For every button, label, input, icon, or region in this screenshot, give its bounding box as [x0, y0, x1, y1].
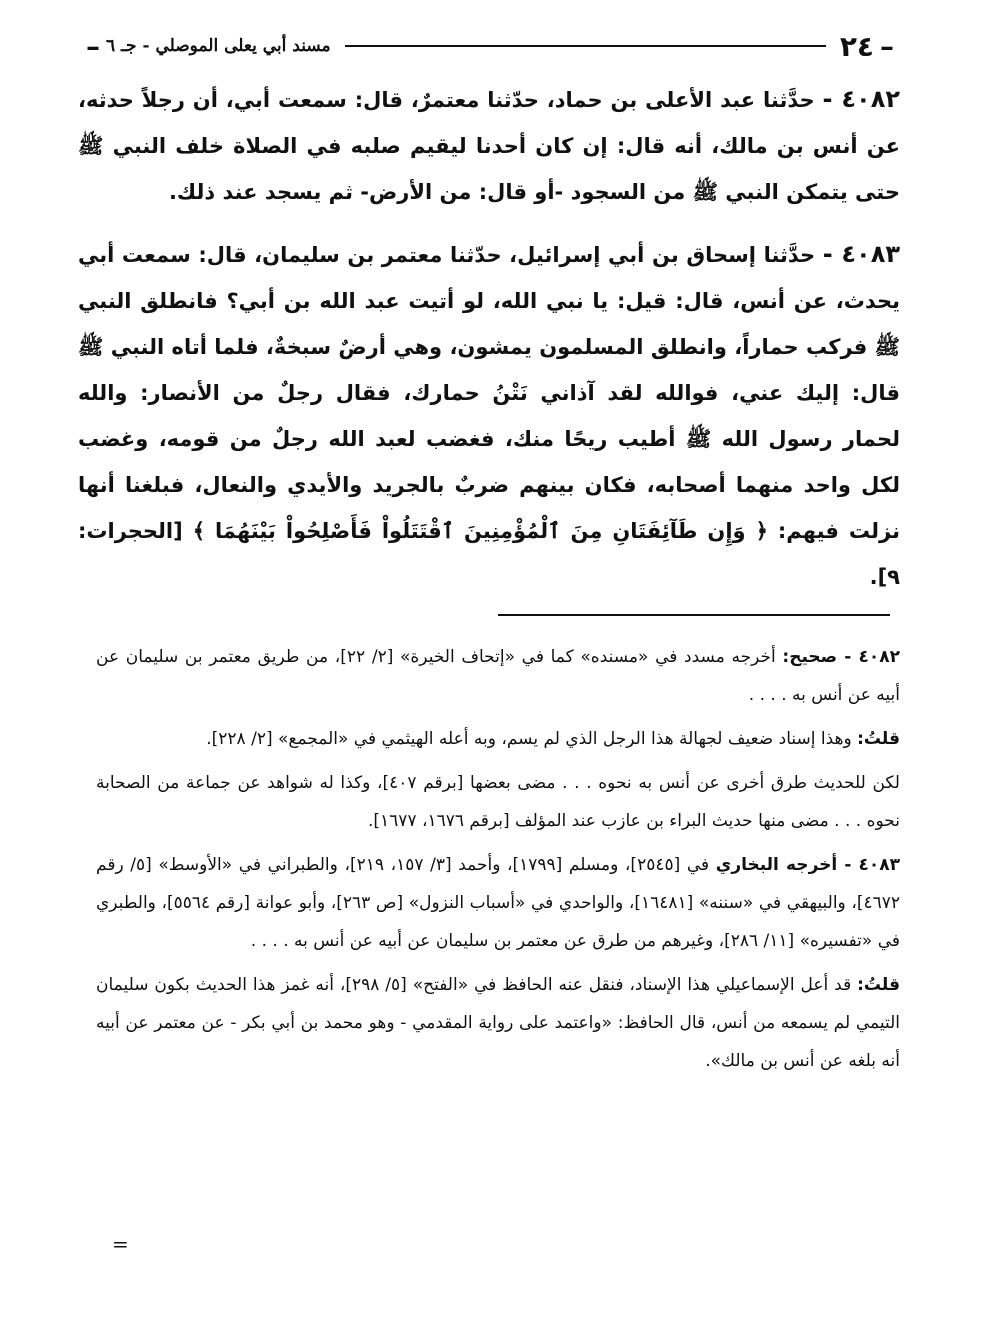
hadith-4083 [78, 231, 900, 600]
footnote [96, 720, 900, 758]
footnote [96, 764, 900, 840]
continuation-mark: = [112, 1232, 129, 1256]
hadith-number: ٤٠٨٣ - [822, 240, 900, 268]
footnote [96, 846, 900, 960]
footnote [96, 966, 900, 1080]
hadith-4082 [78, 76, 900, 215]
footnote-text: أخرجه مسدد في «مسنده» كما في «إتحاف الخيرة» [٢/ ٢٢]، من طريق معتمر بن سليمان عن أبيه عن أنس به . . . . [96, 647, 900, 705]
page-header [80, 28, 900, 64]
header-rule [345, 45, 826, 47]
hadith-number: ٤٠٨٢ - [822, 85, 900, 113]
page-number: ٢٤ [839, 29, 874, 63]
footnote-lead: قلتُ: [857, 729, 900, 749]
header-dash: – [86, 29, 100, 63]
footnote-lead: قلتُ: [857, 975, 900, 995]
footnote-text: لكن للحديث طرق أخرى عن أنس به نحوه . . . مضى بعضها [برقم ٤٠٧]، وكذا له شواهد عن جماعة من الصحابة نحوه . . . مضى منها حديث البراء بن عازب عند المؤلف [برقم ١٦٧٦، ١٦٧٧]. [96, 773, 900, 831]
hadith-text [78, 76, 900, 616]
hadith-body: حدَّثنا عبد الأعلى بن حماد، حدّثنا معتمرٌ، قال: سمعت أبي، أن رجلاً حدثه، عن أنس بن مالك، أنه قال: إن كان أحدنا ليقيم صلبه في الصلاة خلف النبي ﷺ حتى يتمكن النبي ﷺ من السجود -أو قال: من الأرض- ثم يسجد عند ذلك. [78, 88, 900, 204]
footnote-text: في [٢٥٤٥]، ومسلم [١٧٩٩]، وأحمد [٣/ ١٥٧، ٢١٩]، والطبراني في «الأوسط» [٥/ رقم ٤٦٧٢]، والبيهقي في «سننه» [١٦٤٨١]، والواحدي في «أسباب النزول» [ص ٢٦٣]، وأبو عوانة [رقم ٥٥٦٤]، والطبري في «تفسيره» [١١/ ٢٨٦]، وغيرهم من طرق عن معتمر بن سليمان عن أبيه عن أنس به . . . . [96, 855, 901, 951]
hadith-body: حدَّثنا إسحاق بن أبي إسرائيل، حدّثنا معتمر بن سليمان، قال: سمعت أبي يحدث، عن أنس، قال: قيل: يا نبي الله، لو أتيت عبد الله بن أبي؟ فانطلق النبي ﷺ فركب حماراً، وانطلق المسلمون يمشون، وهي أرضٌ سبخةٌ، فلما أتاه النبي ﷺ قال: إليك عني، فوالله لقد آذاني نَتْنُ حمارك، فقال رجلٌ من الأنصار: والله لحمار رسول الله ﷺ أطيب ريحًا منك، فغضب لعبد الله رجلٌ من قومه، وغضب لكل واحد منهما أصحابه، فكان بينهم ضربٌ بالجريد والأيدي والنعال، فبلغنا أنها نزلت فيهم: ﴿ وَإِن طَآئِفَتَانِ مِنَ ٱلْمُؤْمِنِينَ ٱقْتَتَلُواْ فَأَصْلِحُواْ بَيْنَهُمَا ﴾ [الحجرات: ٩]. [78, 243, 900, 589]
footnote-text: قد أعل الإسماعيلي هذا الإسناد، فنقل عنه الحافظ في «الفتح» [٥/ ٢٩٨]، أنه غمز هذا الحديث بكون سليمان التيمي لم يسمعه من أنس، قال الحافظ: «واعتمد على رواية المقدمي - وهو محمد بن أبي بكر - عن معتمر عن أبيه أنه بلغه عن أنس بن مالك». [96, 975, 900, 1071]
footnote-text: وهذا إسناد ضعيف لجهالة هذا الرجل الذي لم يسم، وبه أعله الهيثمي في «المجمع» [٢/ ٢٢٨]. [206, 729, 852, 749]
footnotes [96, 638, 900, 1086]
header-dash: – [880, 29, 894, 63]
footnote-lead: ٤٠٨٢ - صحيح: [782, 647, 901, 667]
book-title: مسند أبي يعلى الموصلي - جـ ٦ [106, 36, 331, 56]
footnote [96, 638, 900, 714]
footnote-lead: ٤٠٨٣ - أخرجه البخاري [715, 855, 901, 875]
footnote-separator [498, 614, 890, 616]
